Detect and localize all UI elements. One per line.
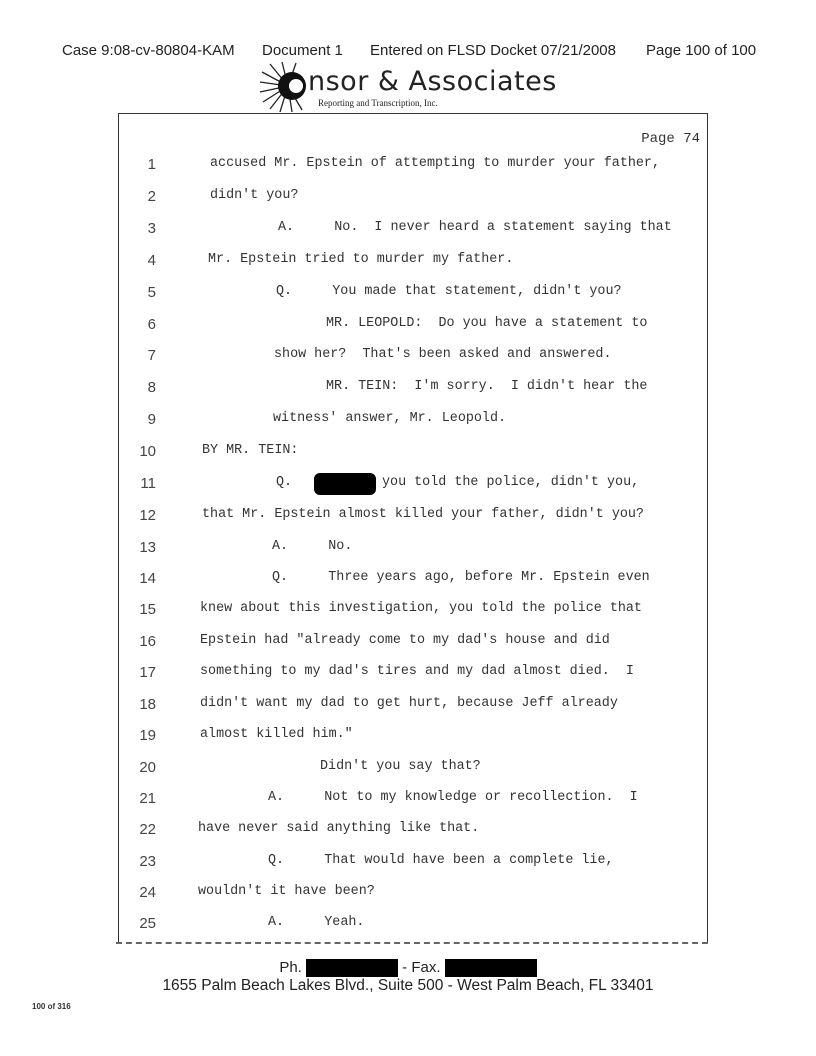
line-text: have never said anything like that. [198,821,480,836]
line-number: 4 [147,252,156,269]
transcript-line [118,570,706,590]
line-number: 10 [139,443,156,460]
transcript-line [118,316,706,336]
line-text: accused Mr. Epstein of attempting to murder your father, [210,156,660,171]
redaction-box [314,473,376,495]
logo-subtitle: Reporting and Transcription, Inc. [318,98,438,108]
transcript-line [118,727,706,747]
line-number: 2 [147,188,156,205]
transcript-line [118,884,706,904]
transcript-line [118,347,706,367]
document-label: Document 1 [262,42,343,59]
line-number: 9 [147,411,156,428]
line-text: that Mr. Epstein almost killed your father, didn't you? [202,507,644,522]
transcript-line [118,220,706,240]
line-text: A. No. I never heard a statement saying that [278,220,672,235]
line-text: didn't you? [210,188,299,203]
line-text: MR. TEIN: I'm sorry. I didn't hear the [326,379,648,394]
line-number: 20 [139,759,156,776]
line-number: 16 [139,633,156,650]
page-count: 100 of 316 [32,1002,71,1011]
line-number: 24 [139,884,156,901]
line-text: A. Yeah. [268,915,365,930]
phone-redaction [306,959,398,977]
logo-wordmark: nsor & Associates [308,66,557,97]
line-number: 25 [139,915,156,932]
transcript-line [118,188,706,208]
transcript-line [118,664,706,684]
line-number: 5 [147,284,156,301]
transcript-page-number: Page 74 [641,131,700,147]
line-number: 13 [139,539,156,556]
footer-address: 1655 Palm Beach Lakes Blvd., Suite 500 - West Palm Beach, FL 33401 [162,977,654,994]
transcript-line [118,379,706,399]
fax-redaction [445,959,537,977]
line-text: didn't want my dad to get hurt, because Jeff already [200,696,618,711]
transcript-line [118,853,706,873]
transcript-line [118,156,706,176]
transcript-line [118,633,706,653]
transcript-line [118,915,706,935]
line-number: 8 [147,379,156,396]
phone-label: Ph. [279,959,302,976]
line-number: 7 [147,347,156,364]
transcript-line [118,696,706,716]
line-text: Q. You made that statement, didn't you? [276,284,622,299]
transcript-line [118,821,706,841]
line-number: 21 [139,790,156,807]
line-text: Didn't you say that? [320,759,481,774]
transcript-line [118,284,706,304]
line-text: wouldn't it have been? [198,884,375,899]
transcript-line [118,507,706,527]
page-indicator: Page 100 of 100 [646,42,757,59]
line-text: Mr. Epstein tried to murder my father. [208,252,514,267]
line-number: 14 [139,570,156,587]
line-number: 22 [139,821,156,838]
footer-contact [0,959,816,977]
transcript-line [118,601,706,621]
transcript-line [118,475,706,495]
line-number: 6 [147,316,156,333]
transcript-line [118,539,706,559]
line-number: 12 [139,507,156,524]
line-text: something to my dad's tires and my dad almost died. I [200,664,634,679]
line-number: 18 [139,696,156,713]
transcript-line [118,252,706,272]
line-text: A. No. [272,539,353,554]
transcript-line [118,790,706,810]
line-text: show her? That's been asked and answered. [274,347,612,362]
line-number: 23 [139,853,156,870]
frame-bottom-border [116,942,708,944]
line-number: 15 [139,601,156,618]
line-number: 17 [139,664,156,681]
line-text: Epstein had "already come to my dad's house and did [200,633,610,648]
line-text: Q. Three years ago, before Mr. Epstein even [272,570,650,585]
line-number: 1 [147,156,156,173]
line-text: BY MR. TEIN: [202,443,299,458]
transcript-line [118,759,706,779]
entered-date: Entered on FLSD Docket 07/21/2008 [370,42,616,59]
line-number: 3 [147,220,156,237]
line-text: MR. LEOPOLD: Do you have a statement to [326,316,648,331]
line-text-pre: Q. [276,475,293,490]
line-number: 11 [140,475,156,492]
line-text: almost killed him." [200,727,353,742]
line-text: A. Not to my knowledge or recollection. I [268,790,638,805]
line-text: Q. That would have been a complete lie, [268,853,614,868]
company-logo [258,62,558,112]
case-number: Case 9:08-cv-80804-KAM [62,42,235,59]
line-number: 19 [139,727,156,744]
line-text: witness' answer, Mr. Leopold. [273,411,507,426]
line-text-post: you told the police, didn't you, [382,475,640,490]
transcript-line [118,411,706,431]
fax-label: - Fax. [402,959,441,976]
transcript-line [118,443,706,463]
line-text: knew about this investigation, you told the police that [200,601,642,616]
